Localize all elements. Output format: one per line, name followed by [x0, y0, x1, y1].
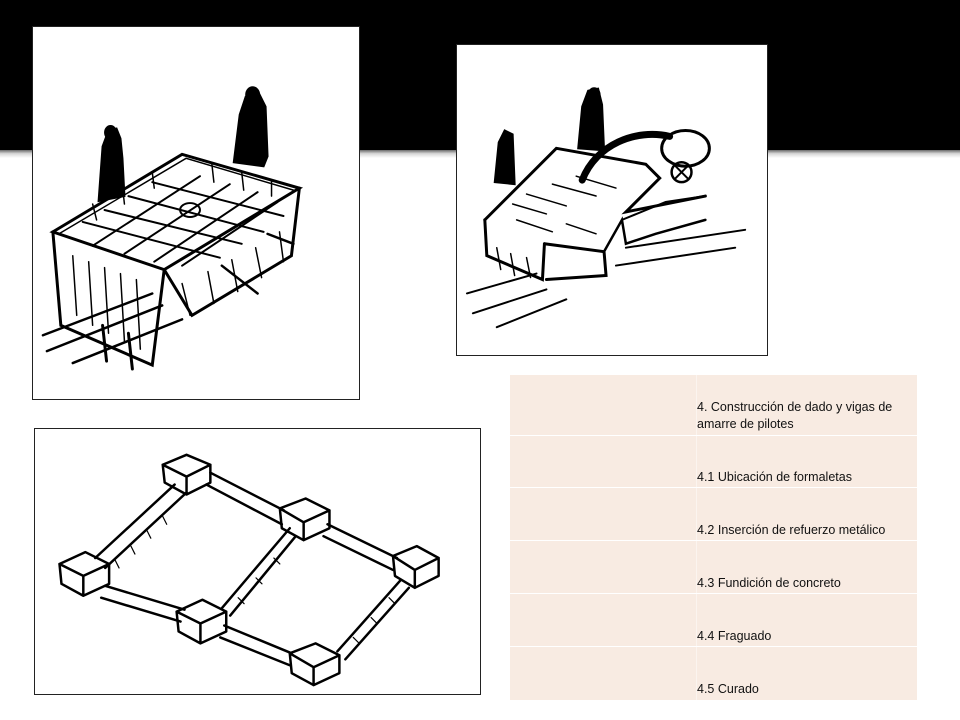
table-cell-empty	[510, 541, 697, 594]
sketch-formwork-reinforcement	[32, 26, 360, 400]
table-row	[510, 593, 917, 647]
table-cell-empty	[510, 488, 697, 541]
process-steps-table	[510, 375, 917, 699]
step-item: 4.4 Fraguado	[697, 629, 772, 643]
step-item: 4.3 Fundición de concreto	[697, 576, 841, 590]
table-row	[510, 540, 917, 594]
table-cell-empty	[510, 594, 697, 647]
table-row	[510, 487, 917, 541]
table-row	[510, 435, 917, 488]
table-cell-empty	[510, 375, 697, 435]
step-heading: 4. Construcción de dado y vigas de amarre de pilotes	[697, 400, 893, 431]
step-item: 4.5 Curado	[697, 682, 759, 696]
table-cell-empty	[510, 436, 697, 488]
sketch-concrete-pouring	[456, 44, 768, 356]
table-cell-empty	[510, 647, 697, 700]
step-item: 4.2 Inserción de refuerzo metálico	[697, 523, 886, 537]
sketch-pile-caps-tie-beams	[34, 428, 481, 695]
table-row	[510, 375, 917, 435]
table-row	[510, 646, 917, 700]
step-item: 4.1 Ubicación de formaletas	[697, 470, 852, 484]
